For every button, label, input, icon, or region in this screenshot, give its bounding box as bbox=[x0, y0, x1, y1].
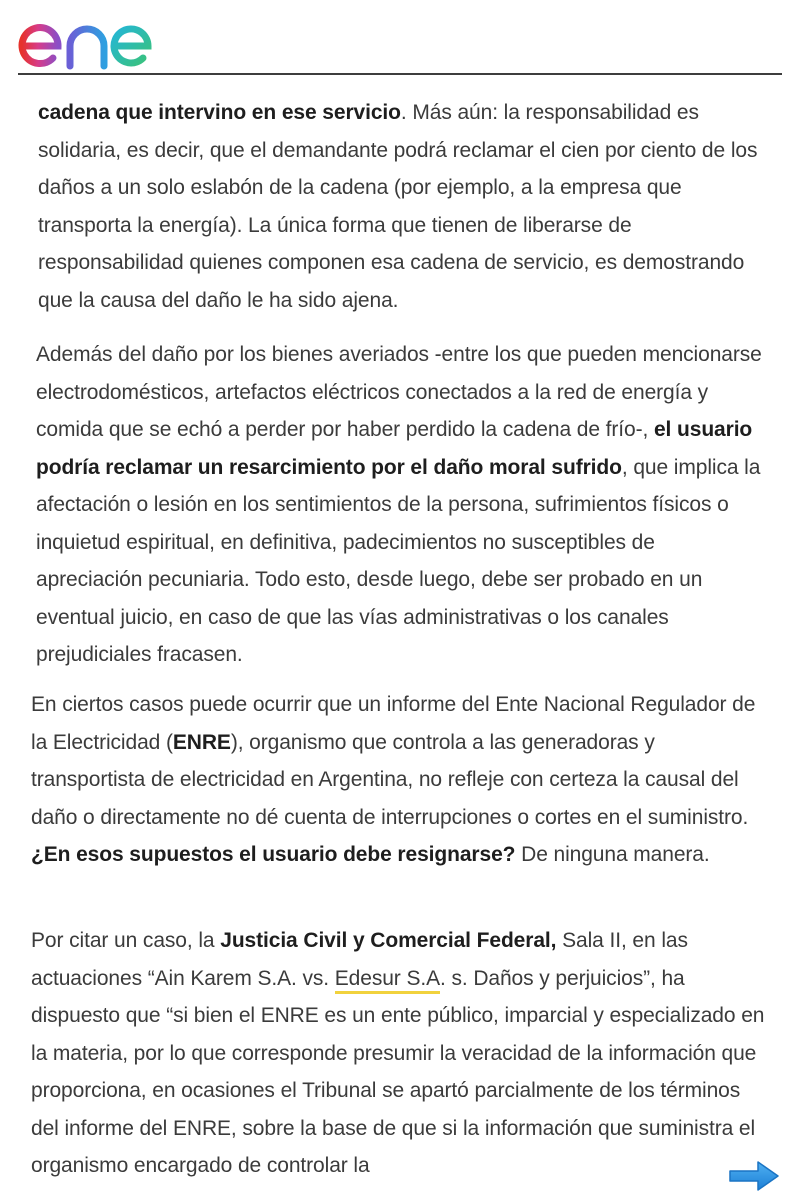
paragraph-text: ), organismo que controla a las generadoras y transportista de electricidad en Argentina, no refleje con certeza la causal del daño o directamente no dé cuenta de interrupciones o cortes en el suministro. bbox=[31, 730, 749, 829]
header-divider bbox=[18, 73, 782, 75]
site-header bbox=[0, 0, 800, 76]
bold-phrase: ENRE bbox=[172, 730, 231, 754]
article-paragraph-1 bbox=[38, 94, 768, 319]
bold-phrase: Justicia Civil y Comercial Federal, bbox=[220, 929, 557, 952]
paragraph-text: De ninguna manera. bbox=[515, 843, 710, 866]
arrow-right-icon[interactable] bbox=[728, 1160, 780, 1192]
paragraph-text: Además del daño por los bienes averiados -entre los que pueden mencionarse electrodomésticos, artefactos eléctricos conectados a la red de energía y comida que se echó a perder por haber perdido la cadena de frío-, bbox=[36, 343, 762, 441]
paragraph-text: En ciertos casos puede ocurrir que un informe del Ente Nacional Regulador de la Electricidad ( bbox=[31, 693, 756, 754]
enel-logo[interactable] bbox=[16, 6, 180, 70]
bold-phrase: el usuario podría reclamar un resarcimiento por el daño moral sufrido bbox=[36, 418, 753, 479]
article-paragraph-3 bbox=[31, 686, 766, 874]
bold-question: ¿En esos supuestos el usuario debe resignarse? bbox=[31, 843, 516, 866]
paragraph-text: . s. Daños y perjuicios”, ha dispuesto que “si bien el ENRE es un ente público, imparcial y especializado en la materia, por lo que corresponde presumir la veracidad de la información que proporciona, en ocasiones el Tribunal se apartó parcialmente de los términos del informe del ENRE, sobre la base de que si la información que suministra el organismo encargado de controlar la bbox=[31, 966, 765, 1177]
bold-phrase: cadena que intervino en ese servicio bbox=[38, 101, 401, 124]
edesur-link[interactable]: Edesur S.A bbox=[335, 967, 440, 994]
paragraph-text: Sala II, en las actuaciones “Ain Karem S.A. vs. bbox=[31, 929, 688, 990]
paragraph-text: . Más aún: la responsabilidad es solidaria, es decir, que el demandante podrá reclamar el cien por ciento de los daños a un solo eslabón de la cadena (por ejemplo, a la empresa que transporta la energía). La única forma que tienen de liberarse de responsabilidad quienes componen esa cadena de servicio, es demostrando que la causa del daño le ha sido ajena. bbox=[38, 101, 758, 312]
paragraph-text: , que implica la afectación o lesión en los sentimientos de la persona, sufrimientos físicos o inquietud espiritual, en definitiva, padecimientos no susceptibles de apreciación pecuniaria. Todo esto, desde luego, debe ser probado en un eventual juicio, en caso de que las vías administrativas o los canales prejudiciales fracasen. bbox=[36, 455, 761, 666]
article-paragraph-2 bbox=[36, 336, 766, 674]
article-paragraph-4 bbox=[31, 922, 766, 1185]
paragraph-text: Por citar un caso, la bbox=[31, 929, 221, 952]
